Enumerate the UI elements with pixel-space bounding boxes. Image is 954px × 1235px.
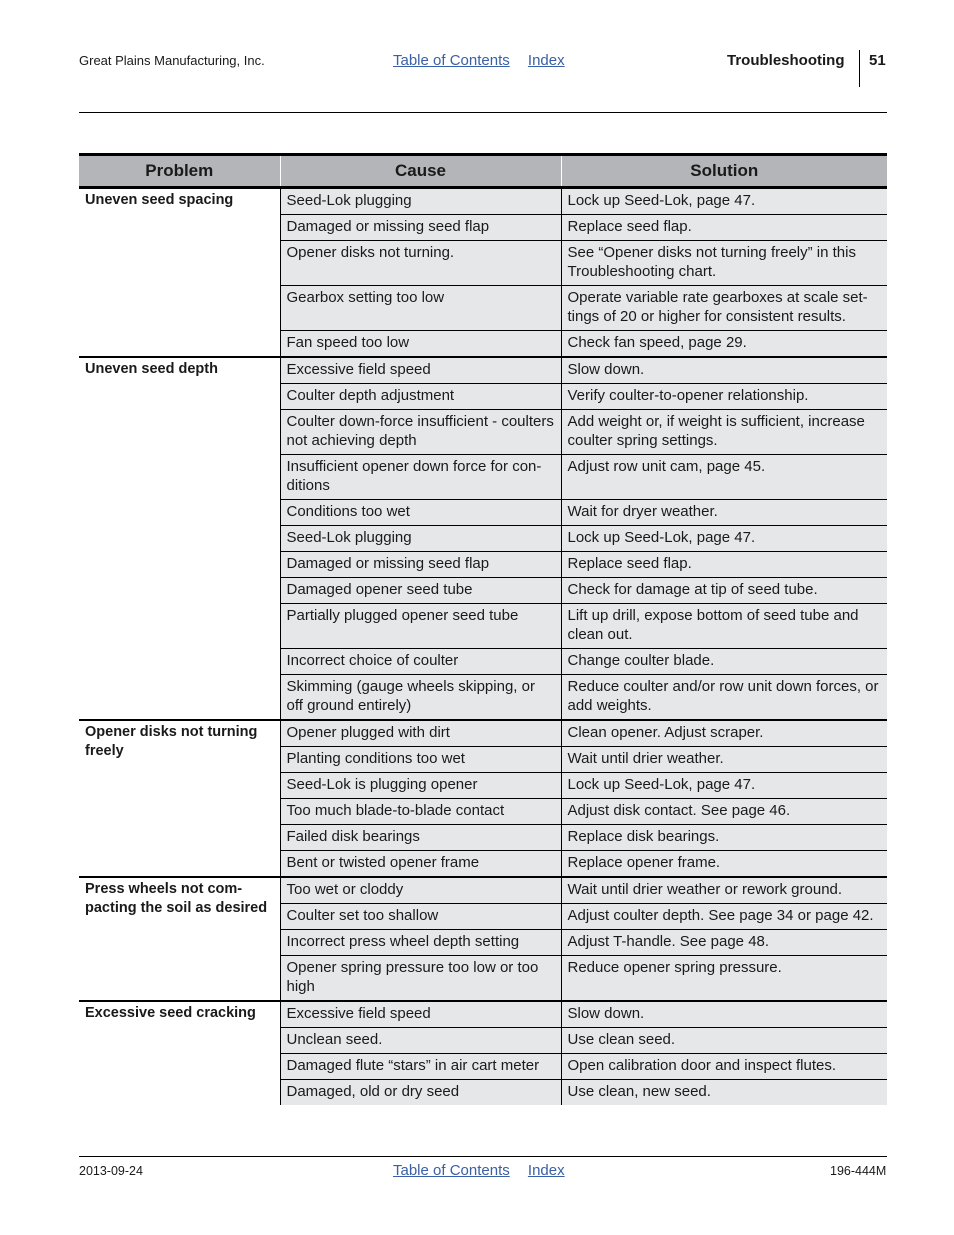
solution-cell: Wait until drier weather. — [561, 747, 887, 773]
troubleshooting-table — [79, 153, 887, 1105]
header-rule — [79, 112, 887, 113]
solution-cell: Check for damage at tip of seed tube. — [561, 578, 887, 604]
cause-cell: Opener plugged with dirt — [280, 720, 561, 747]
cause-cell: Seed-Lok plugging — [280, 188, 561, 215]
cause-cell: Damaged or missing seed flap — [280, 215, 561, 241]
solution-cell: Verify coulter-to-opener relationship. — [561, 384, 887, 410]
solution-cell: Change coulter blade. — [561, 649, 887, 675]
solution-cell: Adjust T-handle. See page 48. — [561, 930, 887, 956]
company-name: Great Plains Manufacturing, Inc. — [79, 53, 265, 68]
solution-cell: Use clean, new seed. — [561, 1080, 887, 1106]
cause-cell: Opener spring pressure too low or too high — [280, 956, 561, 1002]
cause-cell: Fan speed too low — [280, 331, 561, 358]
solution-cell: Reduce opener spring pressure. — [561, 956, 887, 1002]
cause-cell: Incorrect press wheel depth setting — [280, 930, 561, 956]
table-row — [79, 357, 887, 384]
table-row — [79, 1001, 887, 1028]
cause-cell: Coulter down-force insufficient - coulters not achieving depth — [280, 410, 561, 455]
solution-cell: Lock up Seed-Lok, page 47. — [561, 773, 887, 799]
solution-cell: Adjust row unit cam, page 45. — [561, 455, 887, 500]
cause-cell: Damaged opener seed tube — [280, 578, 561, 604]
table-row — [79, 877, 887, 904]
problem-cell: Opener disks not turning freely — [79, 720, 280, 877]
footer-index-link[interactable]: Index — [527, 1162, 565, 1179]
footer-rule — [79, 1156, 887, 1157]
cause-cell: Damaged or missing seed flap — [280, 552, 561, 578]
solution-cell: Add weight or, if weight is sufficient, increase coulter spring settings. — [561, 410, 887, 455]
index-link[interactable]: Index — [527, 52, 565, 69]
solution-cell: Use clean seed. — [561, 1028, 887, 1054]
column-header-cause: Cause — [280, 155, 561, 188]
header-divider — [859, 50, 860, 87]
cause-cell: Too wet or cloddy — [280, 877, 561, 904]
footer-nav — [393, 1162, 579, 1179]
cause-cell: Failed disk bearings — [280, 825, 561, 851]
cause-cell: Damaged, old or dry seed — [280, 1080, 561, 1106]
table-body — [79, 188, 887, 1106]
problem-cell: Uneven seed spacing — [79, 188, 280, 358]
problem-cell: Uneven seed depth — [79, 357, 280, 720]
cause-cell: Insufficient opener down force for con-ditions — [280, 455, 561, 500]
solution-cell: Replace disk bearings. — [561, 825, 887, 851]
footer-date: 2013-09-24 — [79, 1164, 143, 1178]
cause-cell: Partially plugged opener seed tube — [280, 604, 561, 649]
solution-cell: Lock up Seed-Lok, page 47. — [561, 526, 887, 552]
solution-cell: Reduce coulter and/or row unit down forces, or add weights. — [561, 675, 887, 721]
solution-cell: Wait until drier weather or rework ground. — [561, 877, 887, 904]
cause-cell: Excessive field speed — [280, 357, 561, 384]
cause-cell: Skimming (gauge wheels skipping, or off ground entirely) — [280, 675, 561, 721]
cause-cell: Coulter set too shallow — [280, 904, 561, 930]
cause-cell: Incorrect choice of coulter — [280, 649, 561, 675]
solution-cell: Adjust disk contact. See page 46. — [561, 799, 887, 825]
cause-cell: Coulter depth adjustment — [280, 384, 561, 410]
solution-cell: Lock up Seed-Lok, page 47. — [561, 188, 887, 215]
header-nav — [393, 52, 579, 69]
footer-toc-link[interactable]: Table of Contents — [393, 1162, 510, 1179]
cause-cell: Excessive field speed — [280, 1001, 561, 1028]
solution-cell: Replace seed flap. — [561, 552, 887, 578]
column-header-problem: Problem — [79, 155, 280, 188]
cause-cell: Bent or twisted opener frame — [280, 851, 561, 878]
solution-cell: Wait for dryer weather. — [561, 500, 887, 526]
solution-cell: Open calibration door and inspect flutes. — [561, 1054, 887, 1080]
table-row — [79, 720, 887, 747]
cause-cell: Damaged flute “stars” in air cart meter — [280, 1054, 561, 1080]
solution-cell: Lift up drill, expose bottom of seed tube and clean out. — [561, 604, 887, 649]
solution-cell: See “Opener disks not turning freely” in this Troubleshooting chart. — [561, 241, 887, 286]
cause-cell: Planting conditions too wet — [280, 747, 561, 773]
problem-cell: Press wheels not com-pacting the soil as desired — [79, 877, 280, 1001]
solution-cell: Slow down. — [561, 357, 887, 384]
cause-cell: Conditions too wet — [280, 500, 561, 526]
section-title: Troubleshooting — [727, 52, 845, 69]
solution-cell: Operate variable rate gearboxes at scale set-tings of 20 or higher for consistent results. — [561, 286, 887, 331]
solution-cell: Replace opener frame. — [561, 851, 887, 878]
page-number: 51 — [869, 52, 886, 69]
table-row — [79, 188, 887, 215]
document-number: 196-444M — [830, 1164, 887, 1178]
problem-cell: Excessive seed cracking — [79, 1001, 280, 1105]
solution-cell: Clean opener. Adjust scraper. — [561, 720, 887, 747]
solution-cell: Replace seed flap. — [561, 215, 887, 241]
cause-cell: Seed-Lok plugging — [280, 526, 561, 552]
solution-cell: Check fan speed, page 29. — [561, 331, 887, 358]
solution-cell: Adjust coulter depth. See page 34 or page 42. — [561, 904, 887, 930]
cause-cell: Opener disks not turning. — [280, 241, 561, 286]
toc-link[interactable]: Table of Contents — [393, 52, 510, 69]
solution-cell: Slow down. — [561, 1001, 887, 1028]
column-header-solution: Solution — [561, 155, 887, 188]
cause-cell: Unclean seed. — [280, 1028, 561, 1054]
cause-cell: Gearbox setting too low — [280, 286, 561, 331]
cause-cell: Too much blade-to-blade contact — [280, 799, 561, 825]
cause-cell: Seed-Lok is plugging opener — [280, 773, 561, 799]
table-header-row — [79, 155, 887, 188]
